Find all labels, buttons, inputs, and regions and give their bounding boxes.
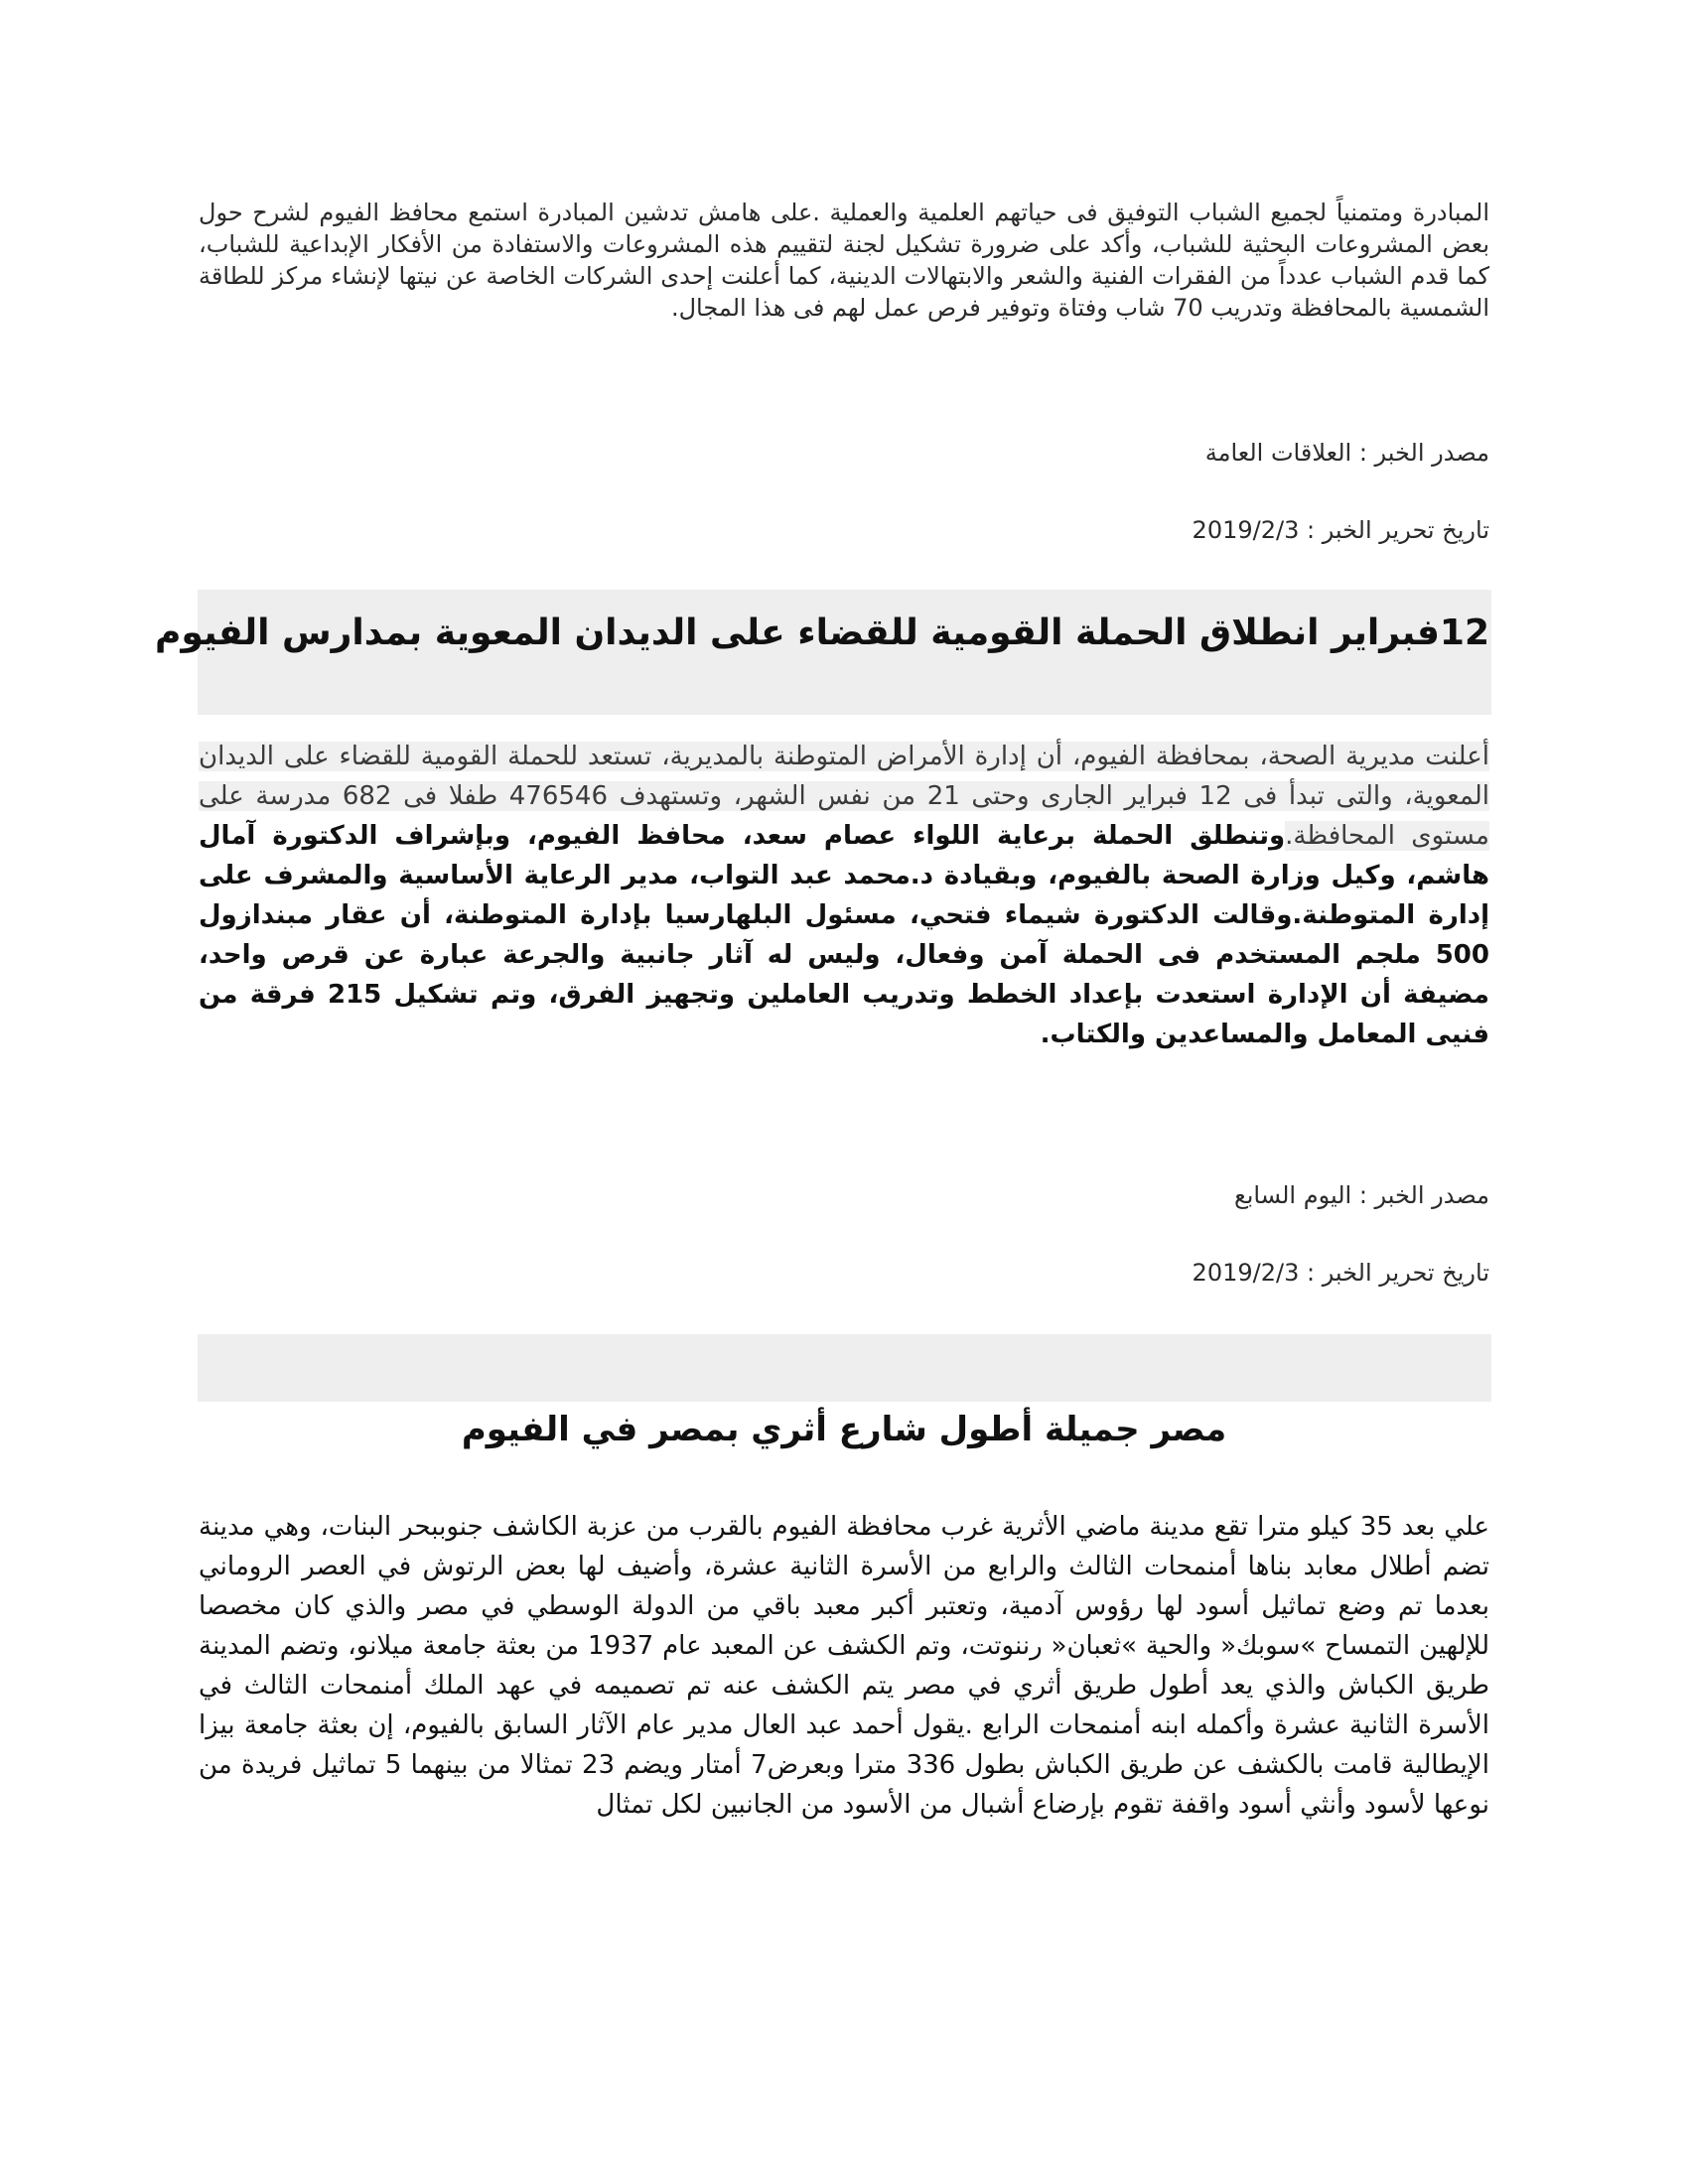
article2-body-paragraph [199,737,1489,1054]
article2-date: تاريخ تحرير الخبر : 2019/2/3 [1192,1259,1489,1287]
article1-source: مصدر الخبر : العلاقات العامة [1204,439,1489,467]
article1-continuation-paragraph: المبادرة ومتمنياً لجميع الشباب التوفيق فى حياتهم العلمية والعملية .على هامش تدشين المبادرة استمع محافظ الفيوم لشرح حول بعض المشروعات البحثية للشباب، وأكد على ضرورة تشكيل لجنة لتقييم هذه المشروعات والاستفادة من الأفكار الإبداعية للشباب، كما قدم الشباب عدداً من الفقرات الفنية والشعر والابتهالات الدينية، كما أعلنت إحدى الشركات الخاصة عن نيتها لإنشاء مركز للطاقة الشمسية بالمحافظة وتدريب 70 شاب وفتاة وتوفير فرص عمل لهم فى هذا المجال. [199,199,1489,322]
article3-body-paragraph: علي بعد 35 كيلو مترا تقع مدينة ماضي الأثرية غرب محافظة الفيوم بالقرب من عزبة الكاشف جنوببحر البنات، وهي مدينة تضم أطلال معابد بناها أمنمحات الثالث والرابع من الأسرة الثانية عشرة، وأضيف لها بعض الرتوش في العصر الروماني بعدما تم وضع تماثيل أسود لها رؤوس آدمية، وتعتبر أكبر معبد باقي من الدولة الوسطي في مصر والذي كان مخصصا للإلهين التمساح »سوبك« والحية »ثعبان« رننوتت، وتم الكشف عن المعبد عام 1937 من بعثة جامعة ميلانو، وتضم المدينة طريق الكباش والذي يعد أطول طريق أثري في مصر يتم الكشف عنه تم تصميمه في عهد الملك أمنمحات الثالث في الأسرة الثانية عشرة وأكمله ابنه أمنمحات الرابع .يقول أحمد عبد العال مدير عام الآثار السابق بالفيوم، إن بعثة جامعة بيزا الإيطالية قامت بالكشف عن طريق الكباش بطول 336 مترا وبعرض7 أمتار ويضم 23 تمثالا من بينهما 5 تماثيل فريدة من نوعها لأسود وأنثي أسود واقفة تقوم بإرضاع أشبال من الأسود من الجانبين لكل تمثال [199,1512,1490,1820]
article2-body-highlighted: أعلنت مديرية الصحة، بمحافظة الفيوم، أن إدارة الأمراض المتوطنة بالمديرية، تستعد للحملة القومية للقضاء على الديدان المعوية، والتى تبدأ فى 12 فبراير الجارى وحتى 21 من نفس الشهر، وتستهدف 476546 طفلا فى 682 مدرسة على مستوى المحافظة. [199,742,1489,851]
document-page [155,0,1490,2184]
article1-date: تاريخ تحرير الخبر : 2019/2/3 [1192,516,1489,544]
article2-headline: 12فبراير انطلاق الحملة القومية للقضاء على الديدان المعوية بمدارس الفيوم [155,613,1489,653]
article3-headline: مصر جميلة أطول شارع أثري بمصر في الفيوم [461,1410,1227,1449]
article2-source: مصدر الخبر : اليوم السابع [1233,1181,1489,1209]
article2-body-bold: وتنطلق الحملة برعاية اللواء عصام سعد، محافظ الفيوم، وبإشراف الدكتورة آمال هاشم، وكيل وزارة الصحة بالفيوم، وبقيادة د.محمد عبد التواب، مدير الرعاية الأساسية والمشرف على إدارة المتوطنة.وقالت الدكتورة شيماء فتحي، مسئول البلهارسيا بإدارة المتوطنة، أن عقار مبندازول 500 ملجم المستخدم فى الحملة آمن وفعال، وليس له آثار جانبية والجرعة عبارة عن قرص واحد، مضيفة أن الإدارة استعدت بإعداد الخطط وتدريب العاملين وتجهيز الفرق، وتم تشكيل 215 فرقة من فنيى المعامل والمساعدين والكتاب. [199,821,1489,1049]
section-divider-band [198,1334,1491,1402]
